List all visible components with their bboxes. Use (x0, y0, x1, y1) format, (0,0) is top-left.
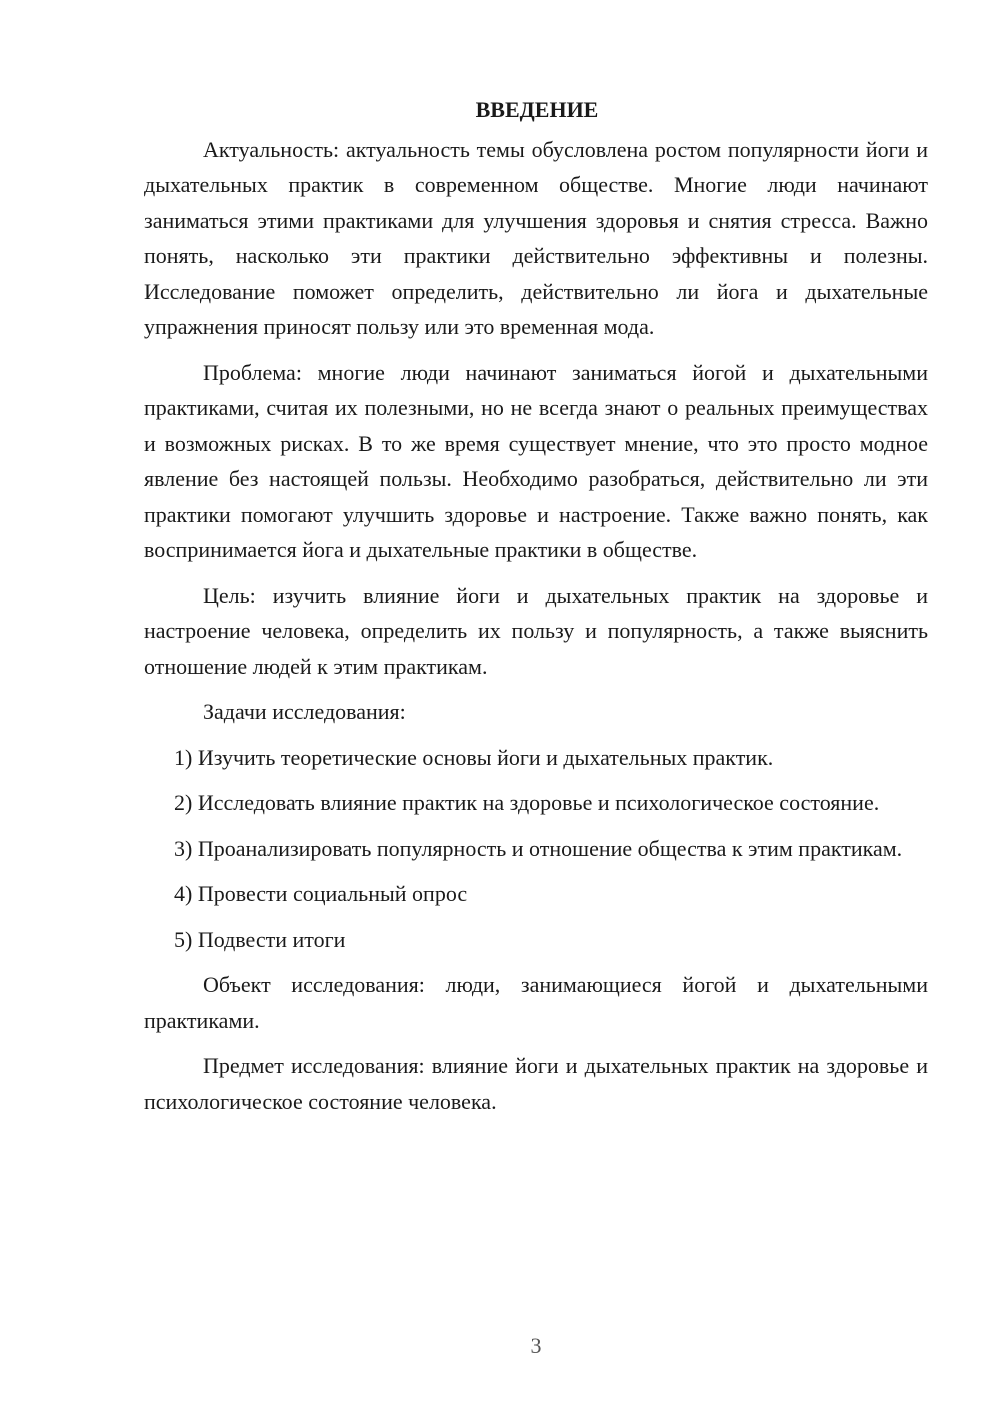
problem-paragraph: Проблема: многие люди начинают заниматься йогой и дыхательными практиками, считая их полезными, но не всегда знают о реальных преимуществах и возможных рисках. В то же время существует мнение, что это просто модное явление без настоящей пользы. Необходимо разобраться, действительно ли эти практики помогают улучшить здоровье и настроение. Также важно понять, как воспринимается йога и дыхательные практики в обществе. (144, 359, 928, 562)
task-item-1: 1) Изучить теоретические основы йоги и дыхательных практик. (174, 744, 774, 770)
task-item-2: 2) Исследовать влияние практик на здоровье и психологическое состояние. (174, 790, 880, 815)
task-item-3: 3) Проанализировать популярность и отношение общества к этим практикам. (174, 835, 903, 861)
task-item-5: 5) Подвести итоги (174, 926, 346, 952)
page-number: 3 (530, 1333, 542, 1358)
goal-paragraph: Цель: изучить влияние йоги и дыхательных практик на здоровье и настроение человека, определить их пользу и популярность, а также выяснить отношение людей к этим практикам. (144, 582, 928, 679)
tasks-heading: Задачи исследования: (203, 699, 406, 724)
section-title: ВВЕДЕНИЕ (475, 97, 599, 122)
document-page (144, 92, 928, 1129)
subject-paragraph: Предмет исследования: влияние йоги и дыхательных практик на здоровье и психологическое состояние человека. (144, 1053, 928, 1114)
relevance-paragraph: Актуальность: актуальность темы обусловлена ростом популярности йоги и дыхательных практик в современном обществе. Многие люди начинают заниматься этими практиками для улучшения здоровья и снятия стресса. Важно понять, насколько эти практики действительно эффективны и полезны. Исследование поможет определить, действительно ли йога и дыхательные упражнения приносят пользу или это временная мода. (144, 136, 928, 339)
object-paragraph: Объект исследования: люди, занимающиеся йогой и дыхательными практиками. (144, 972, 928, 1033)
task-item-4: 4) Провести социальный опрос (174, 881, 468, 906)
